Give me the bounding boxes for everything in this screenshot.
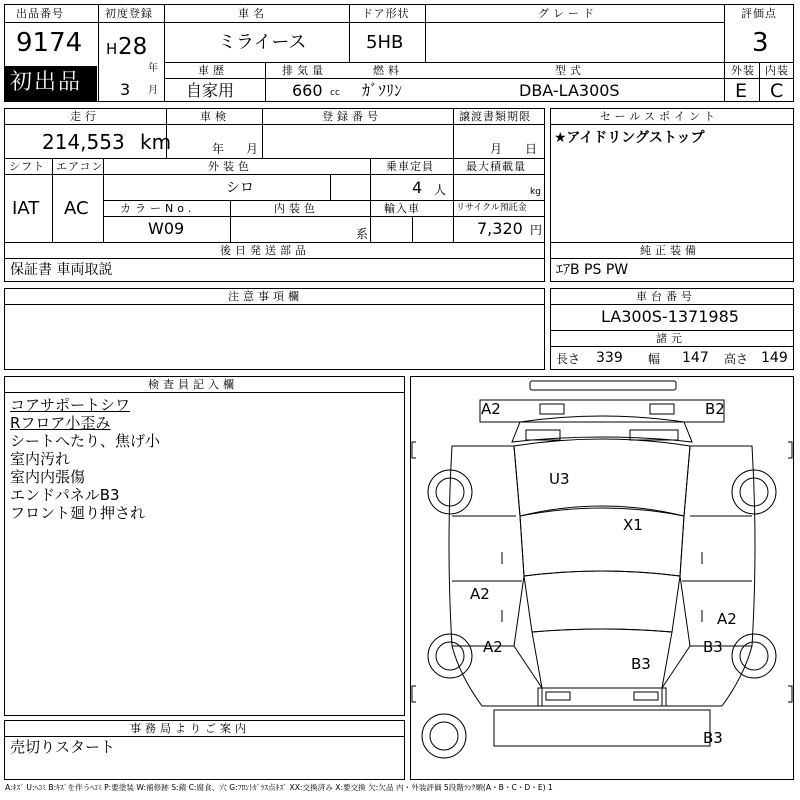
mileage-label: 走行	[70, 110, 100, 123]
exterior-label: 外装	[731, 64, 755, 77]
load-unit: kg	[530, 187, 541, 197]
color-no-label: カラーNo.	[120, 202, 196, 215]
mileage-value: 214,553	[42, 130, 125, 154]
history-value: 自家用	[186, 81, 235, 100]
inspector-line: 室内汚れ	[10, 450, 71, 468]
inspector-label: 検査員記入欄	[148, 378, 238, 391]
legend: A:ｷｽﾞ U:ﾍｺﾐ B:ｷｽﾞを伴うﾍｺﾐ P:要塗装 W:補修跡 S:錆 C:腐食、穴 G:ﾌﾛﾝﾄｶﾞﾗｽ点ｷｽﾞ XX:交換済み X:要交換 欠:欠品 内・外装評価 5段階ﾗﾝｸ順(A・B・C・D・E) 1	[5, 783, 553, 792]
chassis-label: 車台番号	[636, 290, 696, 303]
model-value: DBA-LA300S	[519, 81, 620, 100]
history-label: 車歴	[198, 64, 228, 77]
recycle-unit: 円	[530, 223, 543, 237]
recycle-label: リサイクル預託金	[456, 203, 527, 213]
inspector-line: 室内内張傷	[10, 468, 86, 486]
reg-year-unit: 年	[148, 63, 158, 74]
reg-month: 3	[120, 80, 131, 99]
car-outline	[410, 376, 794, 780]
shift-value: IAT	[12, 198, 40, 219]
inspection-year-unit: 年	[212, 142, 225, 156]
recycle-value: 7,320	[477, 219, 523, 238]
later-parts-value: 保証書 車両取説	[10, 262, 113, 278]
width-value: 147	[682, 350, 709, 366]
chassis-number: LA300S-1371985	[601, 307, 739, 326]
inspector-notes	[10, 396, 400, 522]
mark-u3-windshield: U3	[549, 470, 570, 488]
office-label: 事務局よりご案内	[130, 722, 250, 735]
length-label: 長さ	[556, 352, 581, 366]
shift-label: シフト	[9, 160, 45, 173]
color-no-value: W09	[148, 219, 185, 238]
transfer-month-unit: 月	[490, 142, 503, 156]
later-parts-label: 後日発送部品	[220, 244, 310, 257]
door-label: ドア形状	[362, 7, 410, 20]
car-name: ミライース	[218, 32, 307, 53]
load-label: 最大積載量	[466, 160, 526, 173]
transfer-day-unit: 日	[525, 142, 538, 156]
car-name-label: 車名	[238, 7, 268, 20]
fuel-value: ｶﾞｿﾘﾝ	[362, 81, 403, 100]
lot-no-label: 出品番号	[16, 7, 64, 20]
score-value: 3	[752, 28, 769, 58]
sales-point-text: ★アイドリングストップ	[554, 130, 705, 146]
inspector-line: エンドパネルB3	[10, 486, 120, 504]
mark-a2-rear-left: A2	[483, 638, 503, 656]
ac-label: エアコン	[56, 160, 104, 173]
mark-b2-front-right: B2	[705, 400, 725, 418]
displacement-unit: cc	[330, 88, 340, 98]
sales-label: セールスポイント	[600, 110, 720, 123]
displacement-value: 660	[292, 81, 323, 100]
int-color-unit: 系	[356, 227, 369, 241]
displacement-label: 排気量	[282, 64, 327, 77]
grade-label: グレード	[538, 7, 598, 20]
fuel-label: 燃料	[373, 64, 403, 77]
mark-a2-left-door: A2	[470, 585, 490, 603]
mark-b3-tailgate: B3	[631, 655, 651, 673]
mark-b3-rear-bumper: B3	[703, 729, 723, 747]
mark-a2-right-rear: A2	[717, 610, 737, 628]
transfer-label: 譲渡書類期限	[459, 110, 531, 123]
mark-b3-right-rear: B3	[703, 638, 723, 656]
score-label: 評価点	[741, 7, 777, 20]
interior-label: 内装	[765, 64, 789, 77]
door-type: 5HB	[366, 32, 404, 53]
inspector-line: フロント廻り押され	[10, 504, 146, 522]
import-label: 輸入車	[384, 202, 420, 215]
inspection-month-unit: 月	[246, 142, 259, 156]
equip-value: ｴｱB PS PW	[556, 262, 629, 278]
mark-a2-front-left: A2	[481, 400, 501, 418]
model-label: 型式	[555, 64, 585, 77]
ext-color-label: 外装色	[208, 160, 253, 173]
inspector-line: コアサポートシワ	[10, 396, 131, 414]
int-color-label: 内装色	[274, 202, 319, 215]
height-value: 149	[761, 350, 788, 366]
interior-grade: C	[770, 80, 784, 102]
capacity-value: 4	[412, 178, 423, 197]
era: H	[106, 40, 118, 58]
capacity-unit: 人	[434, 183, 447, 197]
notes-label: 注意事項欄	[228, 290, 303, 303]
inspector-line: シートへたり、焦げ小	[10, 432, 161, 450]
mileage-unit: km	[140, 130, 172, 154]
reg-no-label: 登録番号	[322, 110, 382, 123]
dims-label: 諸元	[656, 332, 686, 345]
ext-color-value: シロ	[226, 180, 254, 196]
lot-number: 9174	[16, 28, 83, 58]
width-label: 幅	[648, 352, 661, 366]
ac-value: AC	[64, 198, 89, 219]
exterior-grade: E	[735, 80, 748, 102]
office-text: 売切りスタート	[10, 738, 116, 756]
height-label: 高さ	[724, 352, 749, 366]
length-value: 339	[596, 350, 623, 366]
equip-label: 純正装備	[640, 244, 700, 257]
first-listing-text: 初出品	[10, 70, 83, 95]
first-reg-label: 初度登録	[105, 7, 153, 20]
mark-x1-roof: X1	[623, 516, 643, 534]
capacity-label: 乗車定員	[386, 160, 434, 173]
inspector-line: Rフロア小歪み	[10, 414, 111, 432]
reg-month-unit: 月	[148, 85, 158, 96]
inspection-label: 車検	[200, 110, 230, 123]
reg-year: 28	[118, 34, 148, 60]
